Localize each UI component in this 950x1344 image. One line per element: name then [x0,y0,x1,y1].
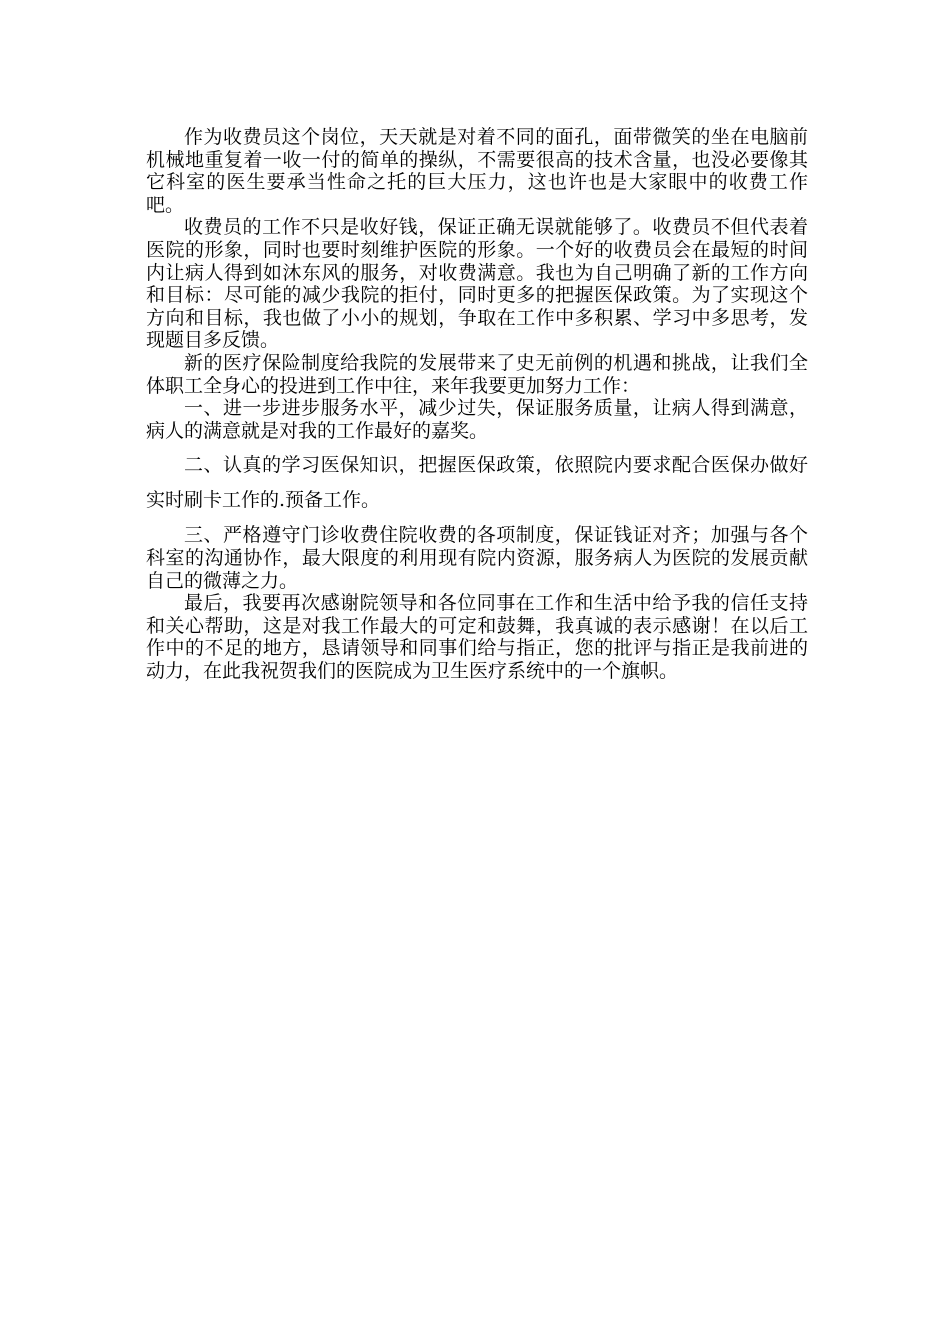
paragraph-point-three: 三、严格遵守门诊收费住院收费的各项制度，保证钱证对齐；加强与各个科室的沟通协作，最大限度的利用现有院内资源，服务病人为医院的发展贡献自己的微薄之力。 [146,524,808,592]
paragraph-role-description: 作为收费员这个岗位，天天就是对着不同的面孔，面带微笑的坐在电脑前机械地重复着一收一付的简单的操纵，不需要很高的技术含量，也没必要像其它科室的医生要承当性命之托的巨大压力，这也许也是大家眼中的收费工作吧。 [146,126,808,216]
document-body [146,126,808,682]
paragraph-point-one: 一、进一步进步服务水平，减少过失，保证服务质量，让病人得到满意，病人的满意就是对我的工作最好的嘉奖。 [146,397,808,442]
paragraph-point-two: 二、认真的学习医保知识，把握医保政策，依照院内要求配合医保办做好实时刷卡工作的.预备工作。 [146,454,808,512]
paragraph-cashier-goals: 收费员的工作不只是收好钱，保证正确无误就能够了。收费员不但代表着医院的形象，同时也要时刻维护医院的形象。一个好的收费员会在最短的时间内让病人得到如沐东风的服务，对收费满意。我也为自己明确了新的工作方向和目标：尽可能的减少我院的拒付，同时更多的把握医保政策。为了实现这个方向和目标，我也做了小小的规划，争取在工作中多积累、学习中多思考，发现题目多反馈。 [146,216,808,352]
paragraph-new-insurance-system: 新的医疗保险制度给我院的发展带来了史无前例的机遇和挑战，让我们全体职工全身心的投进到工作中往，来年我要更加努力工作： [146,351,808,397]
paragraph-closing-thanks: 最后，我要再次感谢院领导和各位同事在工作和生活中给予我的信任支持和关心帮助，这是对我工作最大的可定和鼓舞，我真诚的表示感谢！在以后工作中的不足的地方，恳请领导和同事们给与指正，您的批评与指正是我前进的动力，在此我祝贺我们的医院成为卫生医疗系统中的一个旗帜。 [146,592,808,682]
